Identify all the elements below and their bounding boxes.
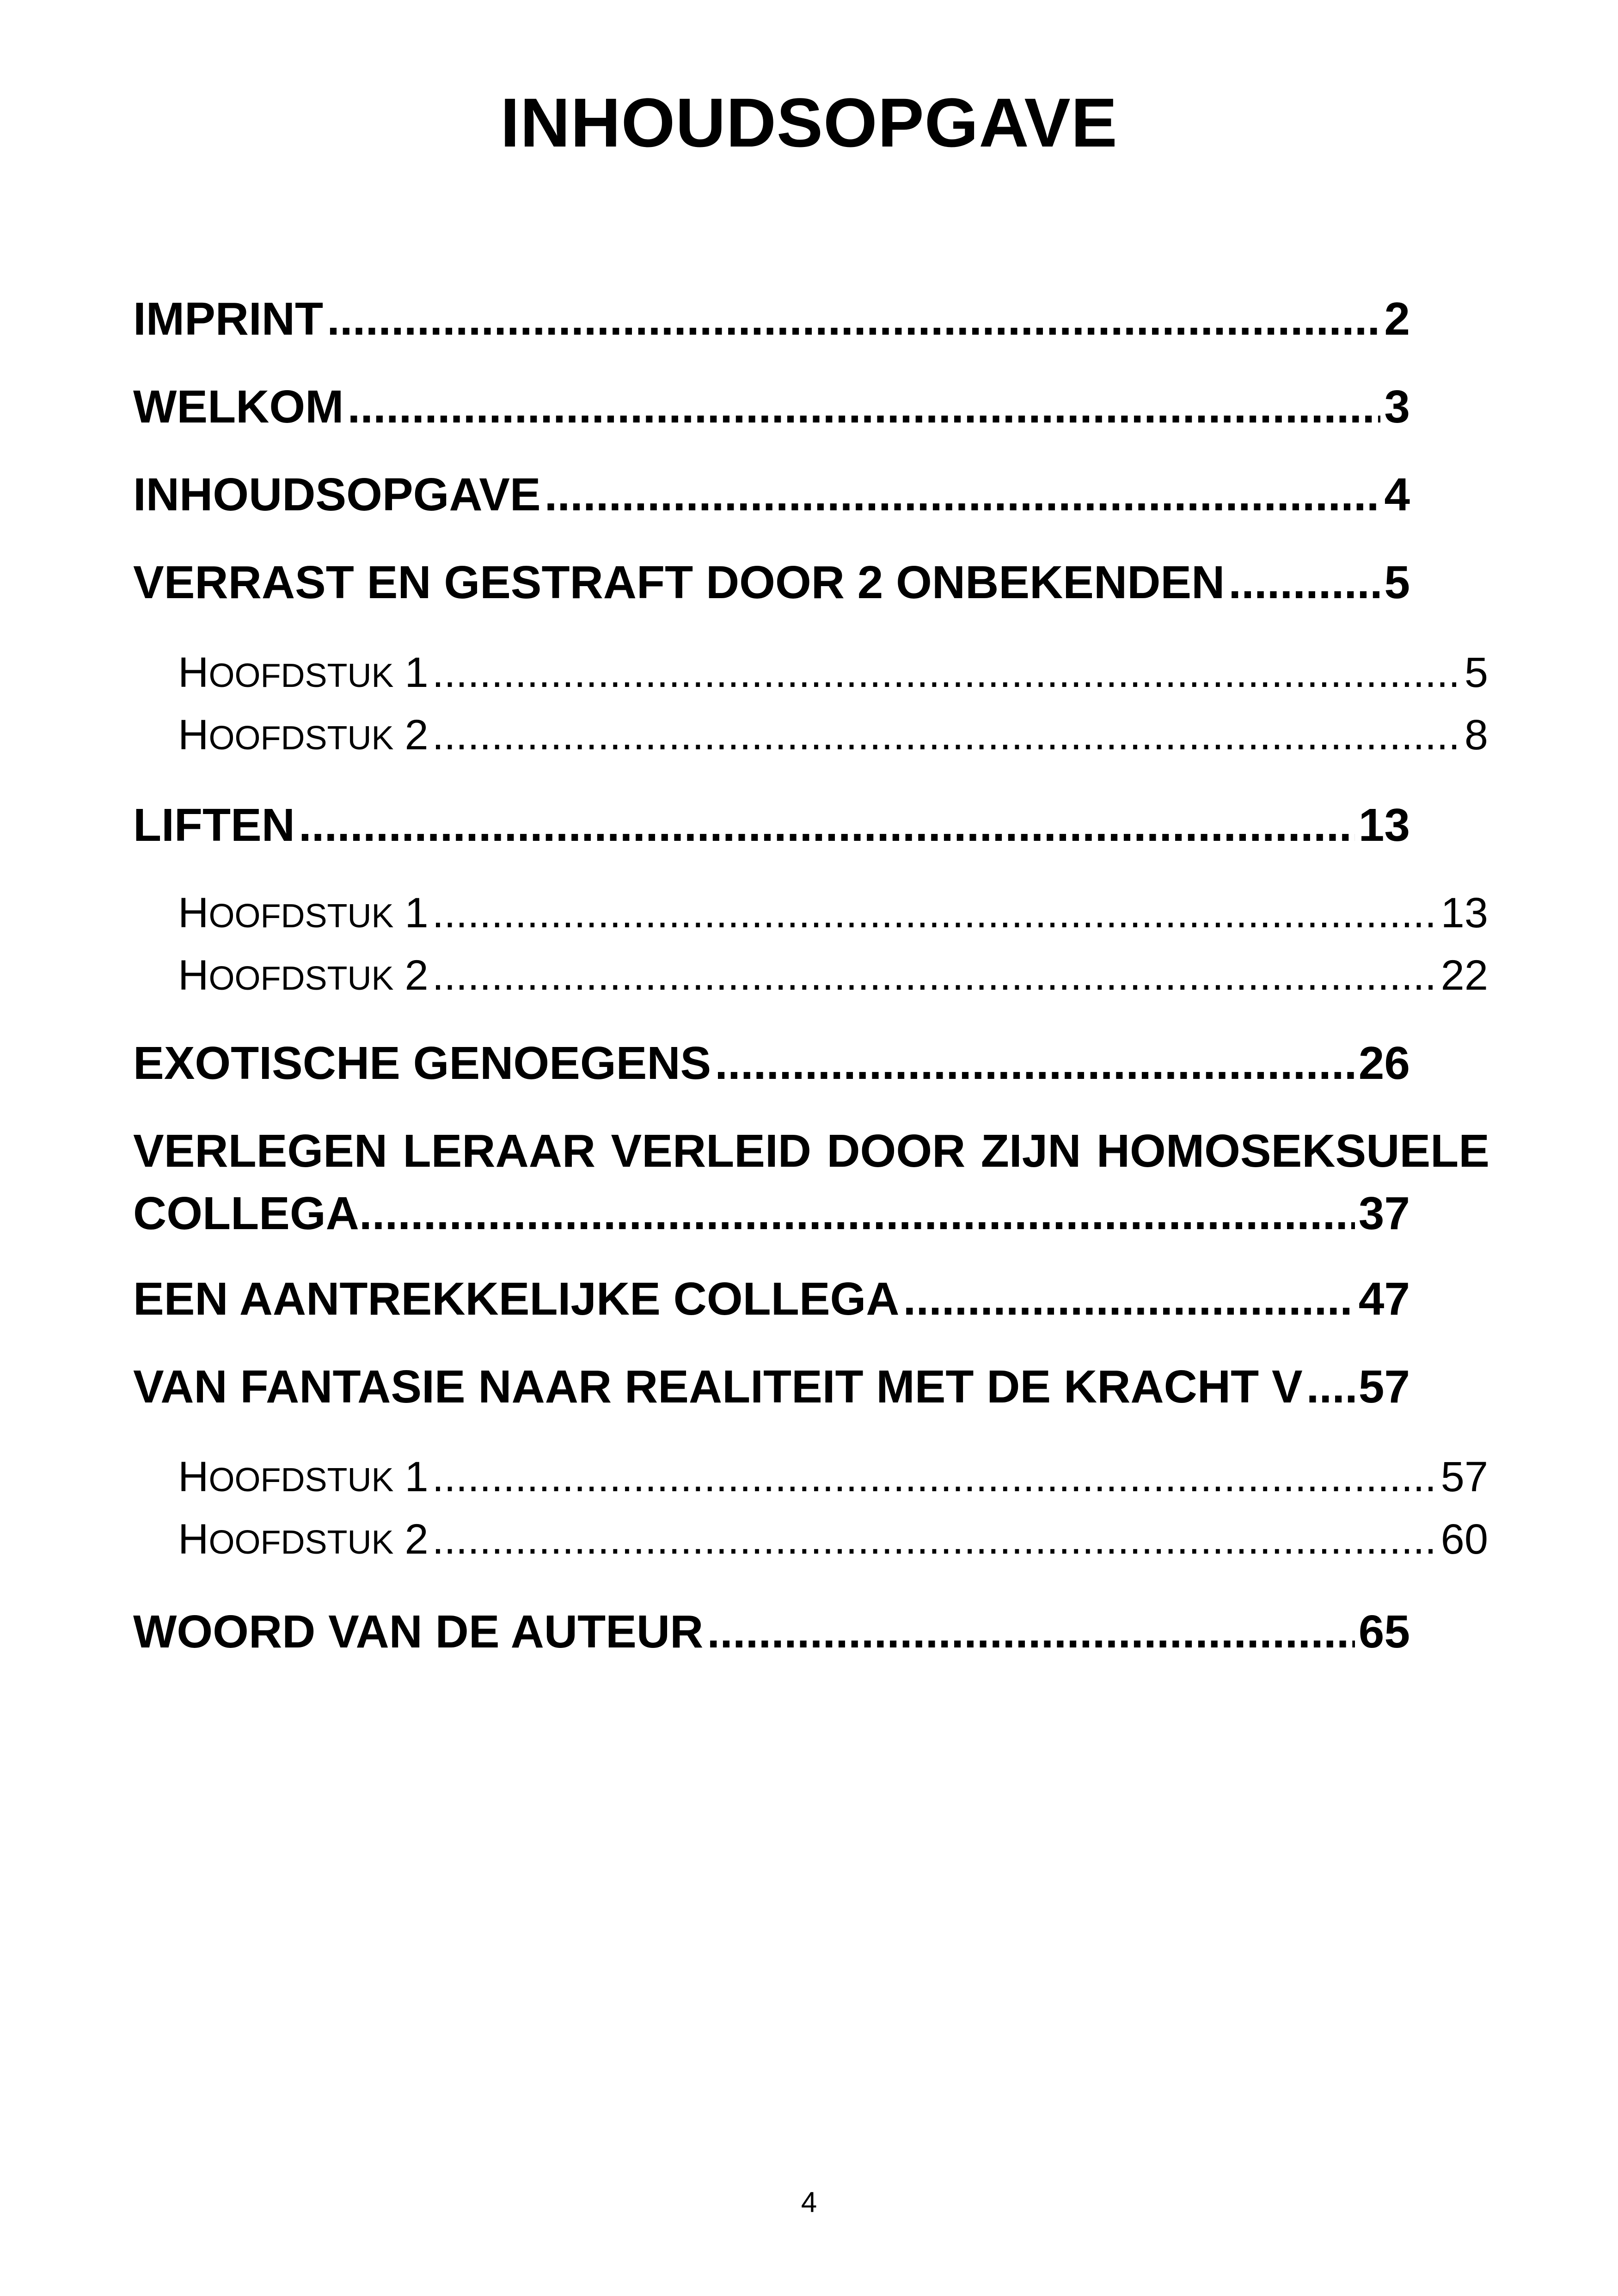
toc-entry-label: WELKOM: [133, 381, 344, 433]
dot-leader: [432, 950, 1437, 1001]
dot-leader: [432, 1451, 1437, 1502]
toc-subentry[interactable]: [178, 888, 1488, 942]
toc-entry-aantrekkelijk[interactable]: [133, 1271, 1410, 1327]
dot-leader: [327, 291, 1380, 347]
chapter-initial: H: [178, 1516, 209, 1563]
chapter-smallcaps: OOFDSTUK: [208, 898, 394, 935]
toc-entry-page: 2: [1384, 293, 1410, 345]
toc-entry-page: 22: [1440, 952, 1488, 999]
toc-entry-page: 57: [1440, 1453, 1488, 1500]
toc-entry-page: 5: [1464, 649, 1488, 696]
dot-leader: [432, 1514, 1437, 1565]
toc-entry-page: 37: [1358, 1188, 1410, 1239]
dot-leader: [432, 888, 1437, 938]
dot-leader: [715, 1035, 1355, 1091]
toc-entry-label: COLLEGA: [133, 1188, 359, 1239]
page-title: INHOUDSOPGAVE: [500, 84, 1118, 161]
dot-leader: [432, 647, 1461, 698]
toc-entry-inhoudsopgave[interactable]: [133, 467, 1410, 522]
toc-entry-page: 4: [1384, 469, 1410, 520]
toc-entry-label: EEN AANTREKKELIJKE COLLEGA: [133, 1273, 900, 1325]
toc-entry-label: INHOUDSOPGAVE: [133, 469, 541, 520]
toc-entry-label: WOORD VAN DE AUTEUR: [133, 1606, 704, 1658]
dot-leader: [1306, 1359, 1355, 1414]
toc-entry-page: 13: [1358, 799, 1410, 851]
chapter-smallcaps: OOFDSTUK: [208, 657, 394, 694]
toc-word: LERAAR: [403, 1125, 596, 1177]
toc-entry-woord[interactable]: [133, 1604, 1410, 1659]
chapter-number: 1: [404, 1453, 429, 1500]
chapter-number: 2: [404, 711, 429, 759]
toc-subentry[interactable]: [178, 647, 1488, 701]
toc-word: HOMOSEKSUELE: [1096, 1125, 1489, 1177]
toc-subentry[interactable]: [178, 1451, 1488, 1506]
toc-entry-page: 57: [1358, 1361, 1410, 1413]
toc-entry-page: 13: [1440, 889, 1488, 937]
chapter-initial: H: [178, 649, 209, 696]
dot-leader: [707, 1604, 1354, 1659]
chapter-smallcaps: OOFDSTUK: [208, 1524, 394, 1561]
toc-word: VERLEID: [611, 1125, 811, 1177]
page-number: 4: [801, 2186, 817, 2218]
toc-entry-label: IMPRINT: [133, 293, 324, 345]
toc-entry-verrast[interactable]: [133, 555, 1410, 610]
toc-entry-imprint[interactable]: [133, 291, 1410, 347]
chapter-smallcaps: OOFDSTUK: [208, 960, 394, 997]
dot-leader: [299, 797, 1355, 853]
chapter-number: 2: [404, 1516, 429, 1563]
chapter-number: 2: [404, 952, 429, 999]
toc-entry-label: EXOTISCHE GENOEGENS: [133, 1037, 711, 1089]
chapter-number: 1: [404, 889, 429, 937]
chapter-initial: H: [178, 1453, 209, 1500]
chapter-smallcaps: OOFDSTUK: [208, 1462, 394, 1499]
chapter-smallcaps: OOFDSTUK: [208, 720, 394, 757]
toc-word: DOOR: [827, 1125, 966, 1177]
dot-leader: [1228, 555, 1380, 610]
toc-word: VERLEGEN: [133, 1125, 388, 1177]
toc-entry-page: 26: [1358, 1037, 1410, 1089]
toc-entry-page: 3: [1384, 381, 1410, 433]
toc-subentry[interactable]: [178, 1514, 1488, 1568]
chapter-initial: H: [178, 711, 209, 759]
chapter-number: 1: [404, 649, 429, 696]
toc-subentry[interactable]: [178, 950, 1488, 1004]
toc-entry-verlegen-line1[interactable]: [133, 1123, 1489, 1179]
chapter-initial: H: [178, 952, 209, 999]
toc-entry-label: VERRAST EN GESTRAFT DOOR 2 ONBEKENDEN: [133, 557, 1225, 608]
toc-entry-verlegen-line2[interactable]: [133, 1186, 1410, 1241]
dot-leader: [545, 467, 1381, 522]
toc-entry-liften[interactable]: [133, 797, 1410, 853]
toc-entry-page: 60: [1440, 1516, 1488, 1563]
toc-entry-page: 5: [1384, 557, 1410, 608]
dot-leader: [432, 710, 1461, 760]
toc-subentry[interactable]: [178, 710, 1488, 764]
dot-leader: [359, 1186, 1355, 1241]
dot-leader: [903, 1271, 1355, 1327]
toc-word: ZIJN: [981, 1125, 1081, 1177]
dot-leader: [347, 379, 1380, 435]
toc-entry-exotische[interactable]: [133, 1035, 1410, 1091]
toc-entry-label: LIFTEN: [133, 799, 295, 851]
toc-entry-page: 47: [1358, 1273, 1410, 1325]
chapter-initial: H: [178, 889, 209, 937]
toc-entry-label: VAN FANTASIE NAAR REALITEIT MET DE KRACHT V: [133, 1361, 1303, 1413]
toc-entry-page: 8: [1464, 711, 1488, 759]
toc-entry-fantasie[interactable]: [133, 1359, 1410, 1414]
toc-entry-welkom[interactable]: [133, 379, 1410, 435]
toc-entry-page: 65: [1358, 1606, 1410, 1658]
